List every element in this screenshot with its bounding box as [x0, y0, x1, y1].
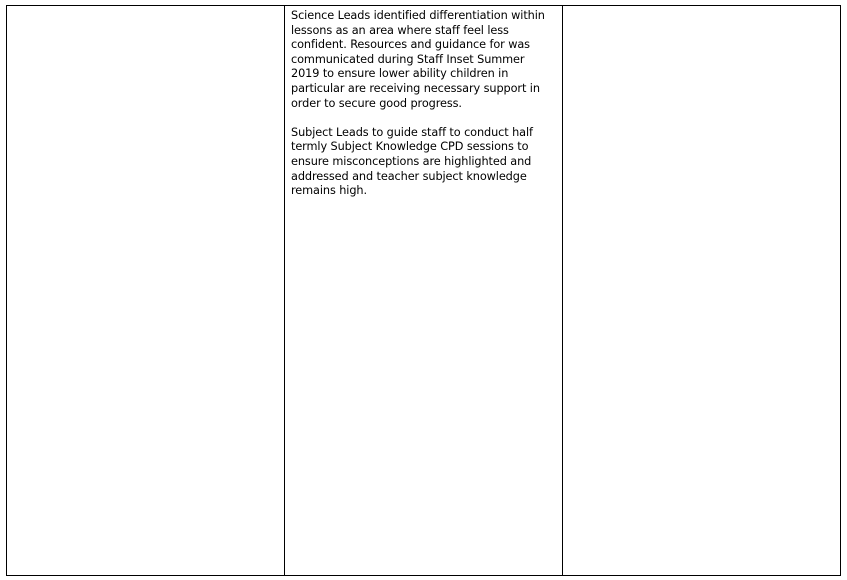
table-row — [7, 6, 841, 576]
middle-cell — [285, 6, 563, 576]
science-leads-paragraph: Science Leads identified differentiation within lessons as an area where staff feel less confident. Resources and guidance for was communicated during Staff Inset Summer 2019 to ensure lower ability children in particular are receiving necessary support in order to secure good progress. — [291, 9, 545, 110]
left-cell-text — [7, 6, 284, 9]
subject-leads-paragraph: Subject Leads to guide staff to conduct half termly Subject Knowledge CPD sessions to ensure misconceptions are highlighted and addressed and teacher subject knowledge remains high. — [291, 125, 533, 198]
middle-cell-content — [285, 6, 562, 199]
right-cell — [563, 6, 841, 576]
document-table — [6, 5, 841, 576]
left-cell — [7, 6, 285, 576]
right-cell-text — [563, 6, 840, 9]
